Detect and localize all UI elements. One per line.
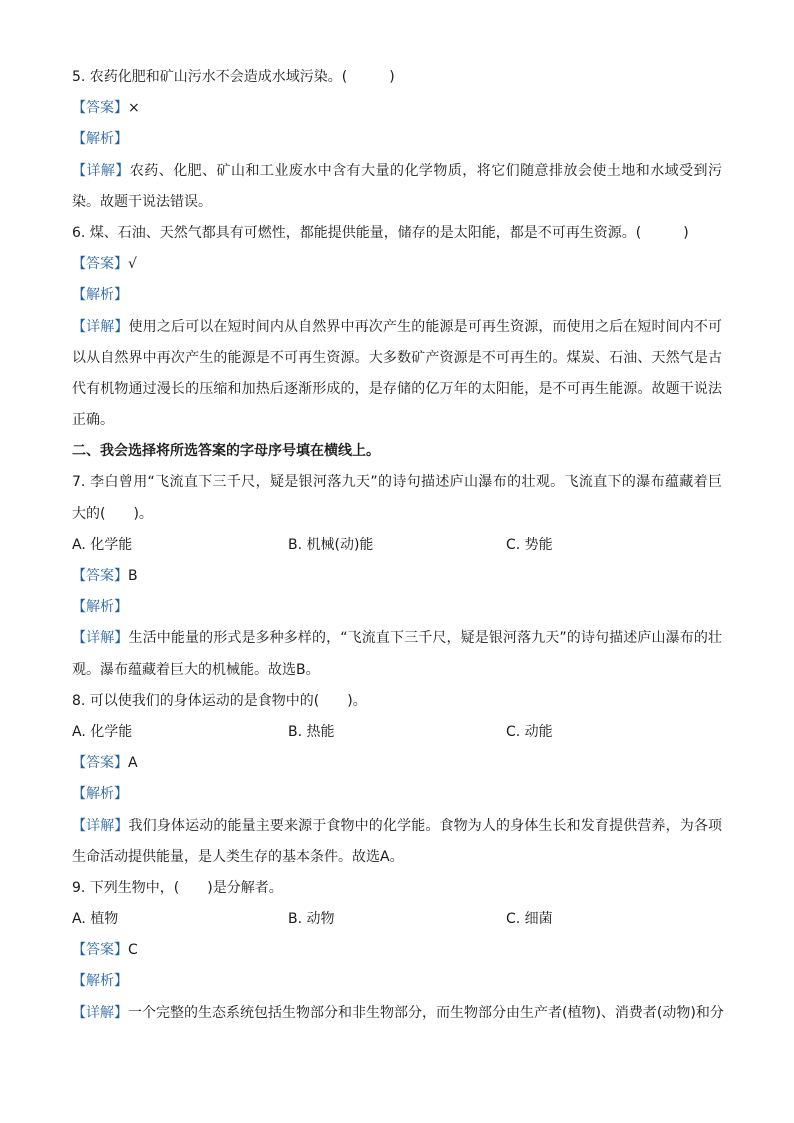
q9-option-a: A. 植物 (72, 911, 119, 928)
q6-detail-line-1: 【详解】使用之后可以在短时间内从自然界中再次产生的能源是可再生资源，而使用之后在短时间内不可 (72, 318, 723, 335)
q8-answer (72, 748, 722, 779)
q9-stem: 9. 下列生物中，( )是分解者。 (72, 879, 283, 896)
detail-label: 【详解】 (72, 1004, 128, 1021)
q7-detail-line-1: 【详解】生活中能量的形式是多种多样的，“飞流直下三千尺，疑是银河落九天”的诗句描述庐山瀑布的壮 (72, 630, 722, 647)
q7-analysis-label: 【解析】 (72, 599, 128, 616)
q8-detail-line-2: 生命活动提供能量，是人类生存的基本条件。故选A。 (72, 848, 404, 865)
q5-detail-line-1: 【详解】农药、化肥、矿山和工业废水中含有大量的化学物质，将它们随意排放会使土地和水域受到污 (72, 162, 723, 179)
q6-detail-line-2: 以从自然界中再次产生的能源是不可再生资源。大多数矿产资源是不可再生的。煤炭、石油、天然气是古 (72, 349, 722, 366)
q7-options (72, 530, 722, 561)
answer-label: 【答案】 (72, 755, 128, 772)
q9-analysis-label: 【解析】 (72, 973, 128, 990)
q7-answer (72, 561, 722, 592)
q9-answer (72, 935, 722, 966)
q8-options (72, 717, 722, 748)
q8-option-a: A. 化学能 (72, 723, 133, 740)
detail-label: 【详解】 (72, 817, 129, 834)
q8-detail-line-1: 【详解】我们身体运动的能量主要来源于食物中的化学能。食物为人的身体生长和发育提供营养，为各项 (72, 817, 723, 834)
q7-stem-line-1: 7. 李白曾用“飞流直下三千尺，疑是银河落九天”的诗句描述庐山瀑布的壮观。飞流直下的瀑布蕴藏着巨 (72, 474, 722, 491)
q8-option-c: C. 动能 (506, 723, 553, 740)
q5-answer (72, 93, 722, 124)
q9-detail-line-1: 【详解】一个完整的生态系统包括生物部分和非生物部分，而生物部分由生产者(植物)、消费者(动物)和分 (72, 1004, 724, 1021)
section-two-heading: 二、我会选择将所选答案的字母序号填在横线上。 (72, 443, 380, 460)
q6-detail-line-3: 代有机物通过漫长的压缩和加热后逐渐形成的，是存储的亿万年的太阳能，是不可再生能源。故题干说法 (72, 380, 722, 397)
q6-stem: 6. 煤、石油、天然气都具有可燃性，都能提供能量，储存的是太阳能，都是不可再生资源。( ) (72, 224, 689, 241)
q7-stem-line-2: 大的( )。 (72, 505, 153, 522)
q8-analysis-label: 【解析】 (72, 786, 128, 803)
q7-option-a: A. 化学能 (72, 536, 133, 553)
q6-analysis-label: 【解析】 (72, 287, 128, 304)
q6-answer-value: √ (128, 256, 137, 273)
answer-label: 【答案】 (72, 568, 128, 584)
q6-detail-line-4: 正确。 (72, 412, 114, 429)
document-page (72, 62, 722, 1029)
q7-answer-value: B (128, 568, 138, 584)
q7-option-b: B. 机械(动)能 (288, 536, 374, 553)
q7-option-c: C. 势能 (506, 536, 553, 553)
answer-label: 【答案】 (72, 942, 128, 959)
q5-analysis-label: 【解析】 (72, 131, 128, 148)
q5-answer-value: × (128, 100, 140, 117)
q7-detail-line-2: 观。瀑布蕴藏着巨大的机械能。故选B。 (72, 661, 320, 678)
answer-label: 【答案】 (72, 256, 128, 273)
q8-stem: 8. 可以使我们的身体运动的是食物中的( )。 (72, 692, 367, 709)
detail-label: 【详解】 (72, 630, 129, 647)
q8-answer-value: A (128, 755, 138, 772)
q5-stem: 5. 农药化肥和矿山污水不会造成水域污染。( ) (72, 69, 395, 85)
q9-option-c: C. 细菌 (506, 911, 553, 928)
q8-option-b: B. 热能 (288, 723, 335, 740)
detail-label: 【详解】 (72, 318, 129, 335)
q9-options (72, 904, 722, 935)
q5-detail-line-2: 染。故题干说法错误。 (72, 193, 212, 210)
q9-answer-value: C (128, 942, 138, 959)
detail-label: 【详解】 (72, 162, 130, 179)
q6-answer (72, 249, 722, 280)
answer-label: 【答案】 (72, 100, 128, 117)
q9-option-b: B. 动物 (288, 911, 335, 928)
